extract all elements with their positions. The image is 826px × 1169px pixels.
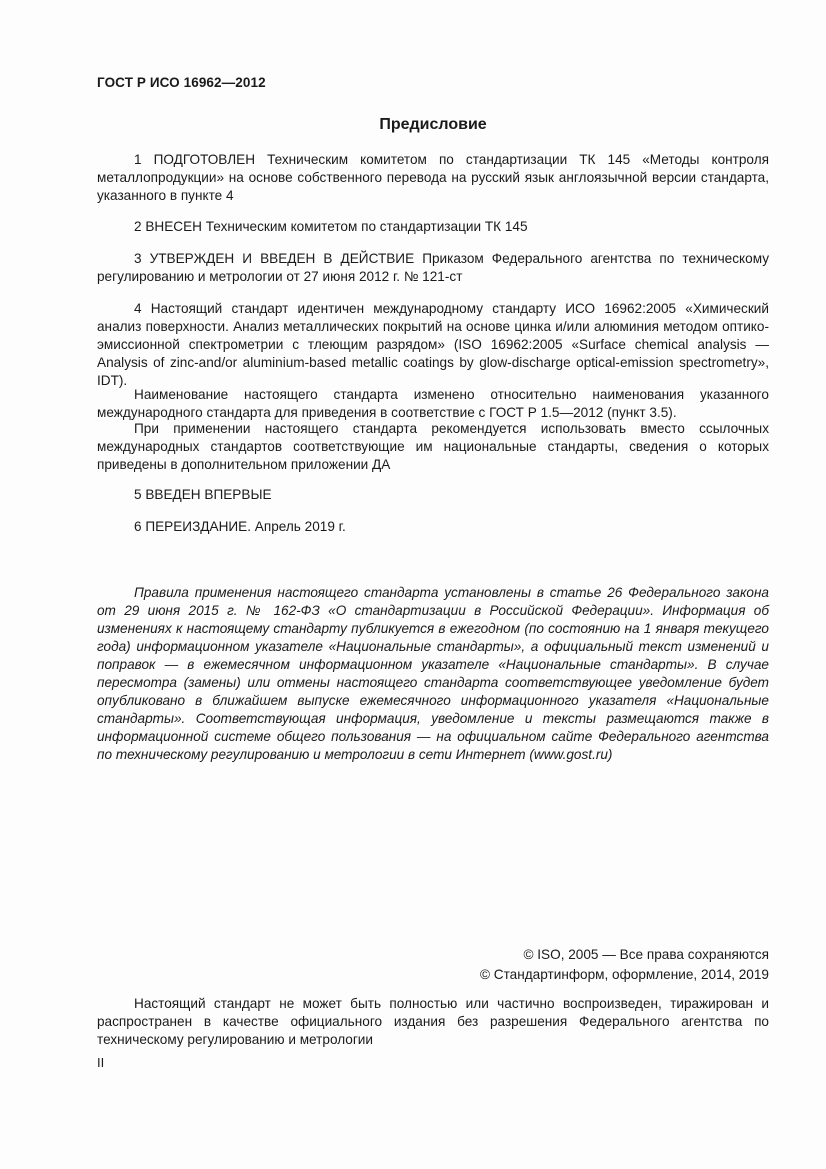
standard-id-header: ГОСТ Р ИСО 16962—2012: [97, 75, 266, 90]
paragraph-6-reissue: 6 ПЕРЕИЗДАНИЕ. Апрель 2019 г.: [134, 519, 346, 534]
page-title: Предисловие: [379, 116, 487, 133]
notice-paragraph: Правила применения настоящего стандарта установлены в статье 26 Федерального закона от 29 июня 2015 г. № 162-ФЗ «О стандартизации в Российской Федерации». Информация об изменениях к настоящему стандарту публикуется в ежегодном (по состоянию на 1 января текущего года) информационном указателе «Национальные стандарты», а официальный текст изменений и поправок — в ежемесячном информационном указателе «Национальные стандарты». В случае пересмотра (замены) или отмены настоящего стандарта соответствующее уведомление будет опубликовано в ближайшем выпуске ежемесячного информационного указателя «Национальные стандарты». Соответствующая информация, уведомление и тексты размещаются также в информационной системе общего пользования — на официальном сайте Федерального агентства по техническому регулированию и метрологии в сети Интернет (www.gost.ru): [97, 585, 769, 762]
paragraph-4-name-change: Наименование настоящего стандарта изменено относительно наименования указанного международного стандарта для приведения в соответствие с ГОСТ Р 1.5—2012 (пункт 3.5).: [97, 387, 769, 420]
copyright-iso: © ISO, 2005 — Все права сохраняются: [523, 947, 769, 962]
paragraph-4-identical: 4 Настоящий стандарт идентичен международному стандарту ИСО 16962:2005 «Химический анализ поверхности. Анализ металлических покрытий на основе цинка и/или алюминия методом оптико-эмиссионной спектрометрии с тлеющим разрядом» (ISO 16962:2005 «Surface chemical analysis — Analysis of zinc-and/or aluminium-based metallic coatings by glow-discharge optical-emission spectrometry», IDT).: [97, 301, 769, 388]
copyright-block: [480, 945, 769, 985]
paragraph-1-prepared: 1 ПОДГОТОВЛЕН Техническим комитетом по стандартизации ТК 145 «Методы контроля металлопродукции» на основе собственного перевода на русский язык англоязычной версии стандарта, указанного в пункте 4: [97, 152, 769, 203]
paragraph-3-approved: 3 УТВЕРЖДЕН И ВВЕДЕН В ДЕЙСТВИЕ Приказом Федерального агентства по техническому регулированию и метрологии от 27 июня 2012 г. № 121-ст: [97, 251, 769, 284]
paragraph-4-references: При применении настоящего стандарта рекомендуется использовать вместо ссылочных международных стандартов соответствующие им национальные стандарты, сведения о которых приведены в дополнительном приложении ДА: [97, 421, 769, 472]
page-number: II: [97, 1055, 105, 1070]
copyright-standartinform: © Стандартинформ, оформление, 2014, 2019: [480, 967, 769, 982]
paragraph-2-introduced: 2 ВНЕСЕН Техническим комитетом по стандартизации ТК 145: [134, 219, 528, 234]
paragraph-5-first-introduced: 5 ВВЕДЕН ВПЕРВЫЕ: [134, 487, 272, 502]
restriction-paragraph: Настоящий стандарт не может быть полностью или частично воспроизведен, тиражирован и распространен в качестве официального издания без разрешения Федерального агентства по техническому регулированию и метрологии: [97, 996, 769, 1047]
